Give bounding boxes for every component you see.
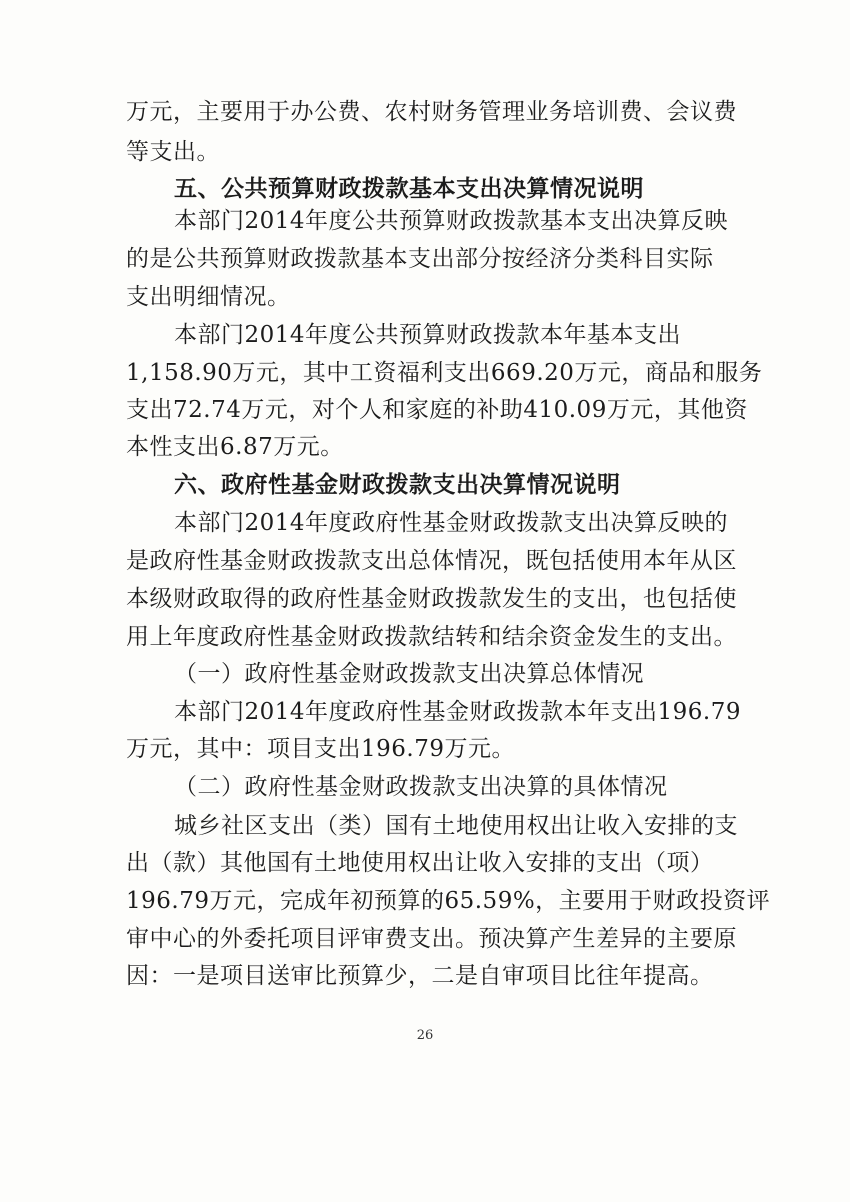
text-line-23: 审中心的外委托项目评审费支出。预决算产生差异的主要原 [126, 926, 737, 952]
text-line-14: 本级财政取得的政府性基金财政拨款发生的支出，也包括使 [126, 586, 737, 612]
text-line-22: 196.79万元，完成年初预算的65.59%，主要用于财政投资评 [126, 888, 771, 914]
subsection-heading-1: （一）政府性基金财政拨款支出决算总体情况 [174, 661, 644, 687]
text-line-10: 本性支出6.87万元。 [126, 434, 344, 460]
text-line-9: 支出72.74万元，对个人和家庭的补助410.09万元，其他资 [126, 397, 748, 423]
subsection-heading-2: （二）政府性基金财政拨款支出决算的具体情况 [174, 774, 668, 800]
text-line-5: 的是公共预算财政拨款基本支出部分按经济分类科目实际 [126, 246, 714, 272]
text-line-21: 出（款）其他国有土地使用权出让收入安排的支出（项） [126, 850, 714, 876]
text-line-20: 城乡社区支出（类）国有土地使用权出让收入安排的支 [174, 813, 738, 839]
text-line-8: 1,158.90万元，其中工资福利支出669.20万元，商品和服务 [126, 360, 763, 386]
text-line-24: 因：一是项目送审比预算少，二是自审项目比往年提高。 [126, 963, 714, 989]
section-heading-5: 五、公共预算财政拨款基本支出决算情况说明 [174, 175, 644, 202]
text-line-4: 本部门2014年度公共预算财政拨款基本支出决算反映 [174, 208, 729, 234]
text-line-1: 万元，主要用于办公费、农村财务管理业务培训费、会议费 [126, 99, 737, 125]
page-number: 26 [416, 1028, 434, 1043]
text-line-6: 支出明细情况。 [126, 284, 291, 310]
text-line-12: 本部门2014年度政府性基金财政拨款支出决算反映的 [174, 510, 729, 536]
section-heading-6: 六、政府性基金财政拨款支出决算情况说明 [174, 471, 621, 498]
text-line-17: 本部门2014年度政府性基金财政拨款本年支出196.79 [174, 699, 742, 725]
text-line-18: 万元，其中：项目支出196.79万元。 [126, 736, 515, 762]
text-line-2: 等支出。 [126, 139, 220, 165]
text-line-13: 是政府性基金财政拨款支出总体情况，既包括使用本年从区 [126, 548, 737, 574]
text-line-7: 本部门2014年度公共预算财政拨款本年基本支出 [174, 322, 682, 348]
text-line-15: 用上年度政府性基金财政拨款结转和结余资金发生的支出。 [126, 624, 737, 650]
